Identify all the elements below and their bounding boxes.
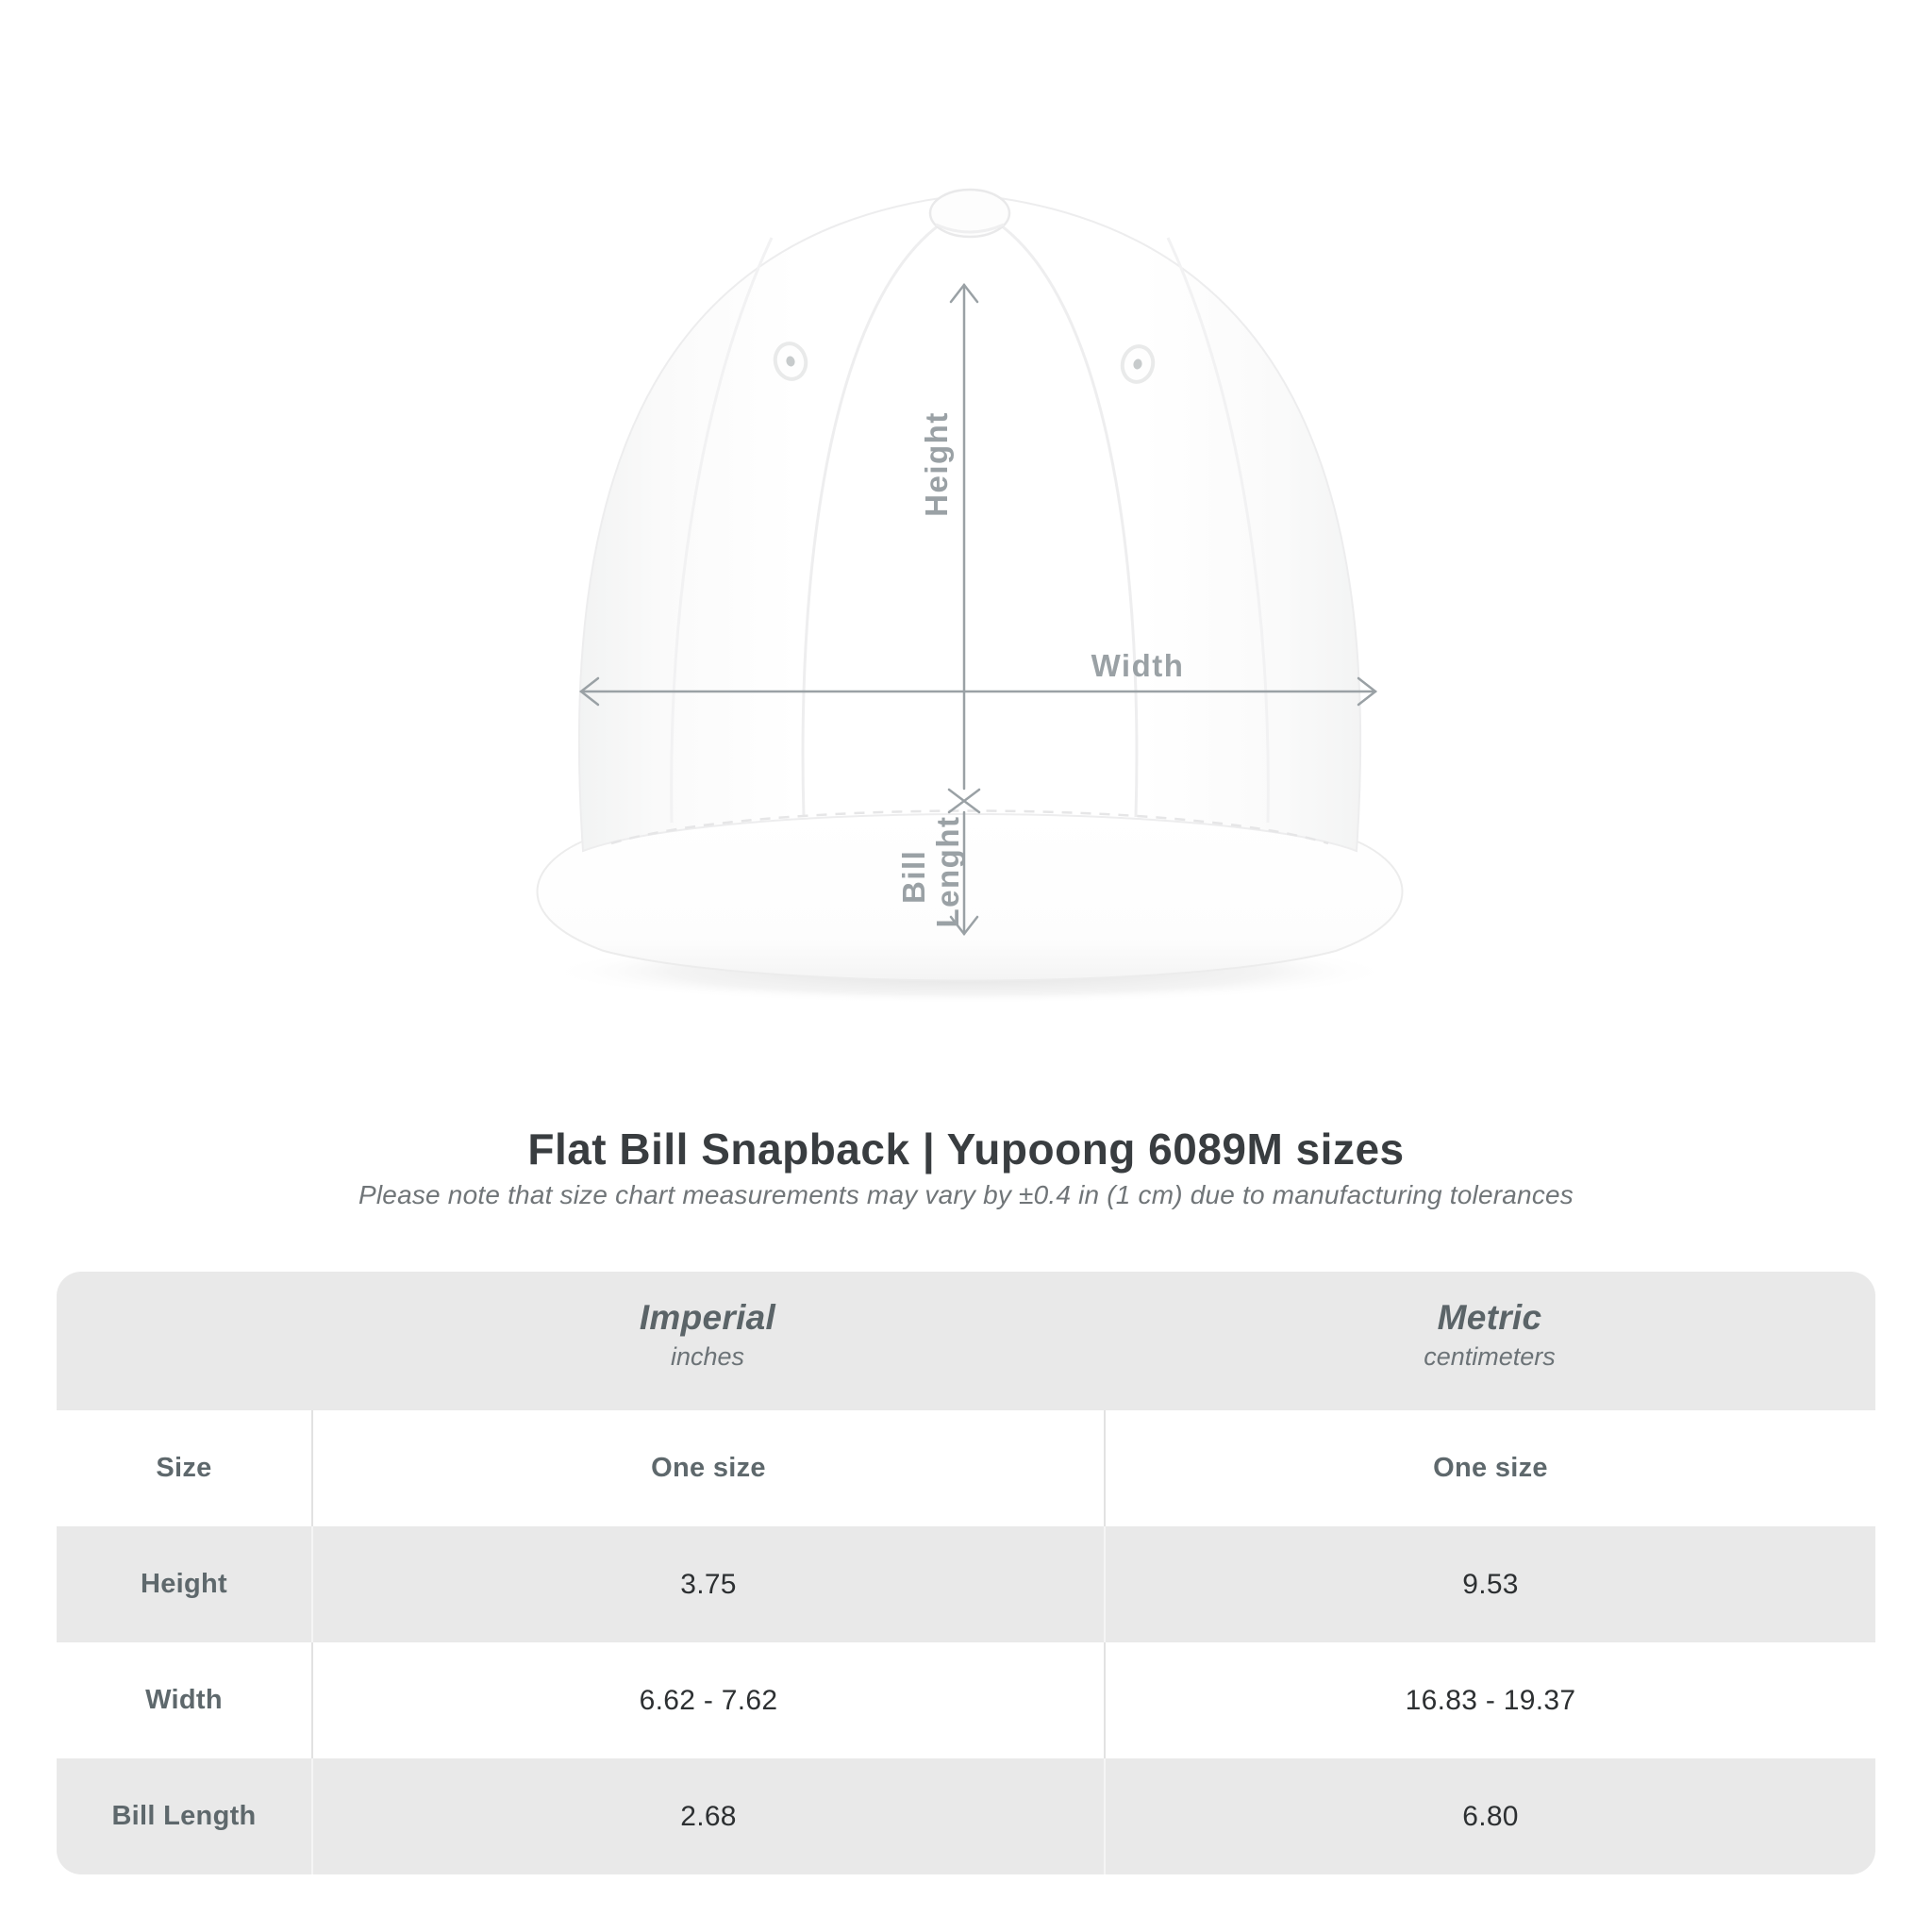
size-metric-cell xyxy=(1104,1410,1875,1526)
row-label-text: Height xyxy=(140,1569,227,1599)
table-row-width xyxy=(57,1642,1875,1758)
table-row-size xyxy=(57,1410,1875,1526)
row-label-text: Bill Length xyxy=(111,1801,257,1831)
row-label-size xyxy=(57,1410,311,1526)
cell-value: One size xyxy=(651,1453,766,1483)
table-row-height xyxy=(57,1526,1875,1642)
width-imperial-cell xyxy=(311,1642,1104,1758)
cell-value: 9.53 xyxy=(1462,1568,1519,1600)
height-dimension-label: Height xyxy=(919,411,954,517)
cell-value: 2.68 xyxy=(680,1800,737,1832)
hat-button xyxy=(930,190,1009,237)
hat-bill xyxy=(538,813,1403,981)
table-header-row xyxy=(57,1272,1875,1410)
bill-length-metric-cell xyxy=(1104,1758,1875,1874)
imperial-unit-label: inches xyxy=(670,1341,745,1371)
imperial-label: Imperial xyxy=(639,1297,776,1337)
tolerance-note: Please note that size chart measurements may vary by ±0.4 in (1 cm) due to manufacturing tolerances xyxy=(358,1179,1574,1209)
table-row-bill-length xyxy=(57,1758,1875,1874)
width-metric-cell xyxy=(1104,1642,1875,1758)
header-spacer-cell xyxy=(57,1272,311,1410)
column-header-imperial xyxy=(311,1272,1104,1410)
cell-value: 6.62 - 7.62 xyxy=(639,1684,778,1716)
size-chart-table xyxy=(57,1272,1875,1874)
title-block xyxy=(0,1124,1932,1210)
height-imperial-cell xyxy=(311,1526,1104,1642)
row-label-bill-length xyxy=(57,1758,311,1874)
cell-value: One size xyxy=(1433,1453,1548,1483)
bill-length-dimension-label: Bill Lenght xyxy=(896,815,965,928)
bill-length-imperial-cell xyxy=(311,1758,1104,1874)
height-metric-cell xyxy=(1104,1526,1875,1642)
width-dimension-label: Width xyxy=(1091,648,1185,683)
metric-label: Metric xyxy=(1437,1297,1542,1337)
page-title: Flat Bill Snapback | Yupoong 6089M sizes xyxy=(527,1124,1405,1174)
row-label-height xyxy=(57,1526,311,1642)
row-label-width xyxy=(57,1642,311,1758)
cell-value: 3.75 xyxy=(680,1568,737,1600)
cell-value: 16.83 - 19.37 xyxy=(1405,1684,1576,1716)
cell-value: 6.80 xyxy=(1462,1800,1519,1832)
metric-unit-label: centimeters xyxy=(1424,1341,1556,1371)
size-imperial-cell xyxy=(311,1410,1104,1526)
row-label-text: Width xyxy=(145,1685,223,1715)
column-header-metric xyxy=(1104,1272,1875,1410)
row-label-text: Size xyxy=(156,1453,212,1483)
